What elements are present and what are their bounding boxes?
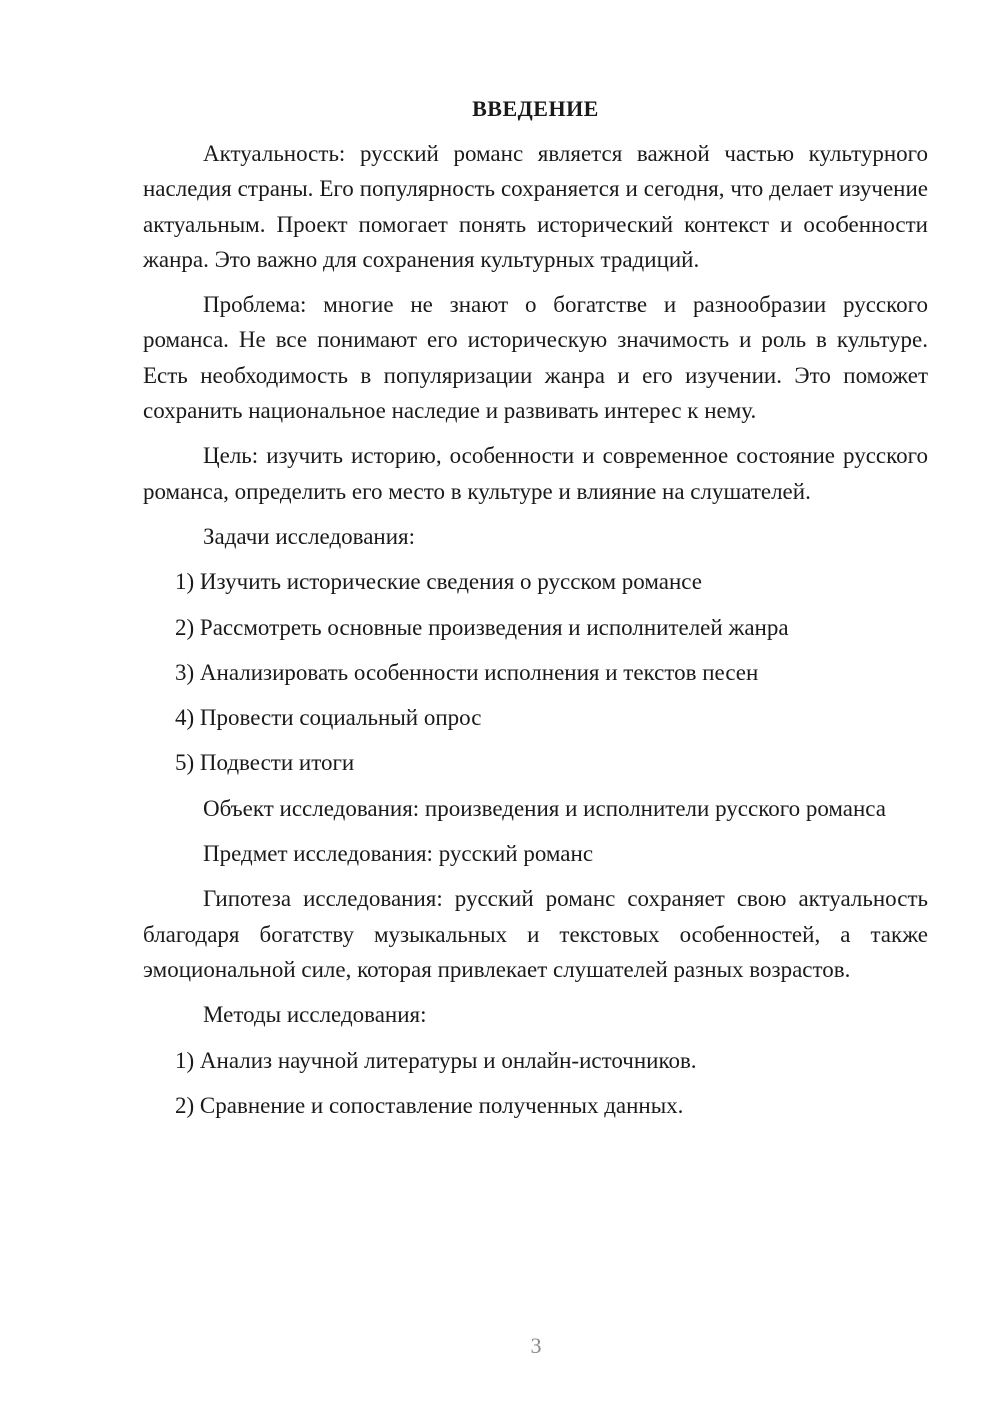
task-item-3: 3) Анализировать особенности исполнения и текстов песен — [175, 659, 759, 685]
method-item-2: 2) Сравнение и сопоставление полученных данных. — [175, 1092, 684, 1118]
problem-paragraph: Проблема: многие не знают о богатстве и разнообразии русского романса. Не все понимают его историческую значимость и роль в культуре. Есть необходимость в популяризации жанра и его изучении. Это поможет сохранить национальное наследие и развивать интерес к нему. — [143, 292, 928, 424]
page-content — [143, 94, 928, 1133]
task-item-1: 1) Изучить исторические сведения о русском романсе — [175, 569, 702, 595]
method-item-1: 1) Анализ научной литературы и онлайн-источников. — [175, 1047, 697, 1073]
relevance-paragraph: Актуальность: русский романс является важной частью культурного наследия страны. Его популярность сохраняется и сегодня, что делает изучение актуальным. Проект помогает понять исторический контекст и особенности жанра. Это важно для сохранения культурных традиций. — [143, 141, 928, 272]
task-item-5: 5) Подвести итоги — [175, 750, 355, 776]
page-number: 3 — [530, 1333, 542, 1358]
hypothesis-paragraph: Гипотеза исследования: русский романс сохраняет свою актуальность благодаря богатству музыкальных и текстовых особенностей, а также эмоциональной силе, которая привлекает слушателей разных возрастов. — [143, 886, 928, 982]
tasks-heading: Задачи исследования: — [203, 523, 416, 549]
task-item-4: 4) Провести социальный опрос — [175, 705, 482, 731]
subject-paragraph: Предмет исследования: русский романс — [203, 841, 594, 867]
object-paragraph: Объект исследования: произведения и исполнители русского романса — [203, 795, 886, 821]
page-title: ВВЕДЕНИЕ — [472, 96, 599, 121]
goal-paragraph: Цель: изучить историю, особенности и современное состояние русского романса, определить его место в культуре и влияние на слушателей. — [143, 443, 928, 504]
task-item-2: 2) Рассмотреть основные произведения и исполнителей жанра — [175, 614, 789, 640]
methods-heading: Методы исследования: — [203, 1002, 427, 1028]
